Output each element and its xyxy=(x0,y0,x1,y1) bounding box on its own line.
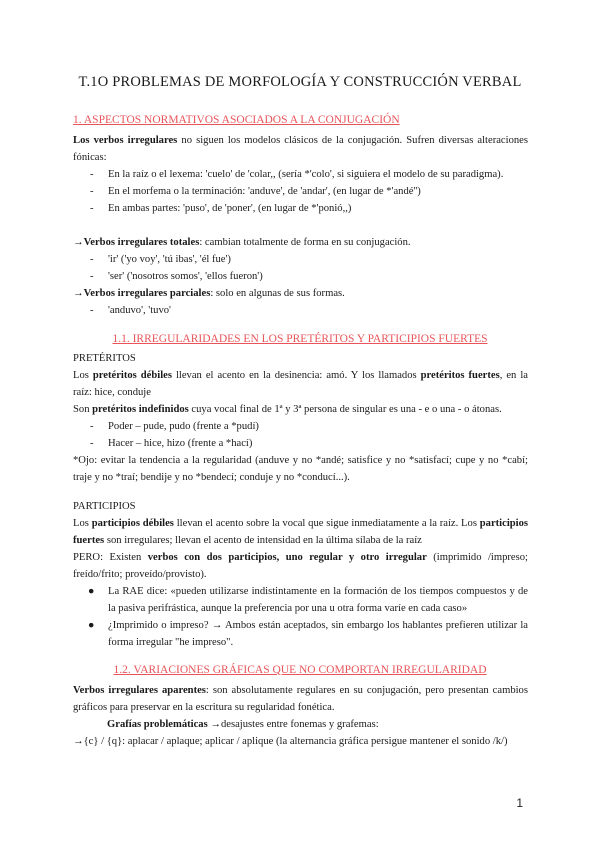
document-title: T.1O PROBLEMAS DE MORFOLOGÍA Y CONSTRUCCIÓN VERBAL xyxy=(78,74,522,90)
list-item: - 'anduvo', 'tuvo' xyxy=(90,305,171,316)
section-1-2-heading: 1.2. VARIACIONES GRÁFICAS QUE NO COMPORTAN IRREGULARIDAD xyxy=(113,664,487,676)
text-run: llevan el acento en la desinencia: amó. Y los llamados xyxy=(171,370,421,381)
cq-paragraph: →{c} / {q}: aplacar / aplaque; aplicar / aplique (la alternancia gráfica persigue mantener el sonido /k/) xyxy=(73,736,508,747)
grafias-paragraph xyxy=(107,716,527,733)
arrow-glyph: → xyxy=(73,237,84,248)
text-run: : son absolutamente regulares en su conjugación, pero presentan cambios gráficos para preservar en la escritura su regularidad fonética. xyxy=(73,685,528,713)
parciales-text: : solo en algunas de sus formas. xyxy=(210,288,345,299)
list-item: - Poder – pude, pudo (frente a *pudí) xyxy=(90,421,259,432)
intro-text: no siguen los modelos clásicos de la conjugación. Sufren diversas alteraciones fónicas: xyxy=(73,135,528,163)
list-item: - En la raíz o el lexema: 'cuelo' de 'colar,, (sería *'colo', si siguiera el modelo de su paradigma). xyxy=(90,169,504,180)
participios-label: PARTICIPIOS xyxy=(73,501,136,512)
bullet-dot-icon: ● xyxy=(88,586,95,597)
totales-paragraph xyxy=(73,234,528,251)
text-run: Son xyxy=(73,404,93,415)
dos-participios-term: verbos con dos participios, uno regular y otro irregular xyxy=(147,552,427,563)
preteritos-fuertes-term: pretéritos fuertes xyxy=(420,370,500,381)
page-number: 1 xyxy=(516,796,523,810)
participios-fuertes-term: participios fuertes xyxy=(73,518,529,546)
list-item-text: 'ir' ('yo voy', 'tú ibas', 'él fue') xyxy=(108,254,231,265)
preteritos-label: PRETÉRITOS xyxy=(73,353,136,364)
list-item: - En el morfema o la terminación: 'anduve', de 'andar', (en lugar de *'andé'') xyxy=(90,186,421,197)
list-item-text: En ambas partes: 'puso', de 'poner', (en lugar de *'ponió,,) xyxy=(108,203,352,214)
participios-debiles-term: participios débiles xyxy=(91,518,174,529)
arrow-glyph: → xyxy=(73,288,84,299)
participios-paragraph-2 xyxy=(73,549,528,583)
participios-paragraph-1 xyxy=(73,515,528,549)
text-run: cuya vocal final de 1ª y 3ª persona de singular es una - e o una - o átonas. xyxy=(188,404,502,415)
list-item-text: 'ser' ('nosotros somos', 'ellos fueron') xyxy=(108,271,263,282)
list-item: - 'ir' ('yo voy', 'tú ibas', 'él fue') xyxy=(90,254,231,265)
text-run: (imprimido /impreso; freído/frito; proveído/provisto). xyxy=(73,552,528,580)
totales-text: : cambian totalmente de forma en su conjugación. xyxy=(199,237,411,248)
text-run: PERO: Existen xyxy=(73,552,148,563)
totales-term: Verbos irregulares totales xyxy=(83,237,200,248)
bullet-text: ¿Imprimido o impreso? → Ambos están aceptados, sin embargo los hablantes prefieren utilizar la forma irregular "he impreso". xyxy=(108,620,528,648)
text-run: →desajustes entre fonemas y grafemas: xyxy=(207,719,379,730)
section-1-intro xyxy=(73,132,528,166)
list-item: - En ambas partes: 'puso', de 'poner', (en lugar de *'ponió,,) xyxy=(90,203,352,214)
bullet-text: La RAE dice: «pueden utilizarse indistintamente en la formación de los tiempos compuestos y de la pasiva perifrástica, aunque la preferencia por una u otra forma varíe en cada caso» xyxy=(108,586,528,614)
preteritos-paragraph-1 xyxy=(73,367,528,401)
parciales-term: Verbos irregulares parciales xyxy=(83,288,211,299)
preteritos-debiles-term: pretéritos débiles xyxy=(92,370,172,381)
preteritos-paragraph-2 xyxy=(73,401,528,418)
list-item: - 'ser' ('nosotros somos', 'ellos fueron') xyxy=(90,271,263,282)
parciales-paragraph xyxy=(73,285,528,302)
bullet-item xyxy=(88,617,528,651)
intro-bold-term: Los verbos irregulares xyxy=(73,135,178,146)
text-run: son irregulares; llevan el acento de intensidad en la última sílaba de la raíz xyxy=(104,535,422,546)
text-run: , en la raíz: hice, conduje xyxy=(73,370,528,398)
text-run: Los xyxy=(73,370,93,381)
list-item-text: Hacer – hice, hizo (frente a *hací) xyxy=(108,438,253,449)
text-run: llevan el acento sobre la vocal que sigue inmediatamente a la raíz. Los xyxy=(173,518,480,529)
bullet-dot-icon: ● xyxy=(88,620,95,631)
list-item-text: En la raíz o el lexema: 'cuelo' de 'colar,, (sería *'colo', si siguiera el modelo de su paradigma). xyxy=(108,169,504,180)
list-item: - Hacer – hice, hizo (frente a *hací) xyxy=(90,438,253,449)
ojo-note: *Ojo: evitar la tendencia a la regularidad (anduve y no *andé; satisfice y no *satisfací; cupe y no *cabí; traje y no *traí; bendije y no *bendecí; conduje y no *conducí...). xyxy=(73,455,528,483)
aparentes-term: Verbos irregulares aparentes xyxy=(73,685,206,696)
preteritos-indefinidos-term: pretéritos indefinidos xyxy=(92,404,189,415)
bullet-item xyxy=(88,583,528,617)
list-item-text: 'anduvo', 'tuvo' xyxy=(108,305,171,316)
aparentes-paragraph xyxy=(73,682,528,716)
grafias-term: Grafías problemáticas xyxy=(107,719,208,730)
section-1-1-heading: 1.1. IRREGULARIDADES EN LOS PRETÉRITOS Y PARTICIPIOS FUERTES xyxy=(112,333,488,345)
text-run: Los xyxy=(73,518,92,529)
section-1-heading: 1. ASPECTOS NORMATIVOS ASOCIADOS A LA CONJUGACIÓN xyxy=(73,114,400,126)
list-item-text: Poder – pude, pudo (frente a *pudí) xyxy=(108,421,259,432)
list-item-text: En el morfema o la terminación: 'anduve', de 'andar', (en lugar de *'andé'') xyxy=(108,186,421,197)
